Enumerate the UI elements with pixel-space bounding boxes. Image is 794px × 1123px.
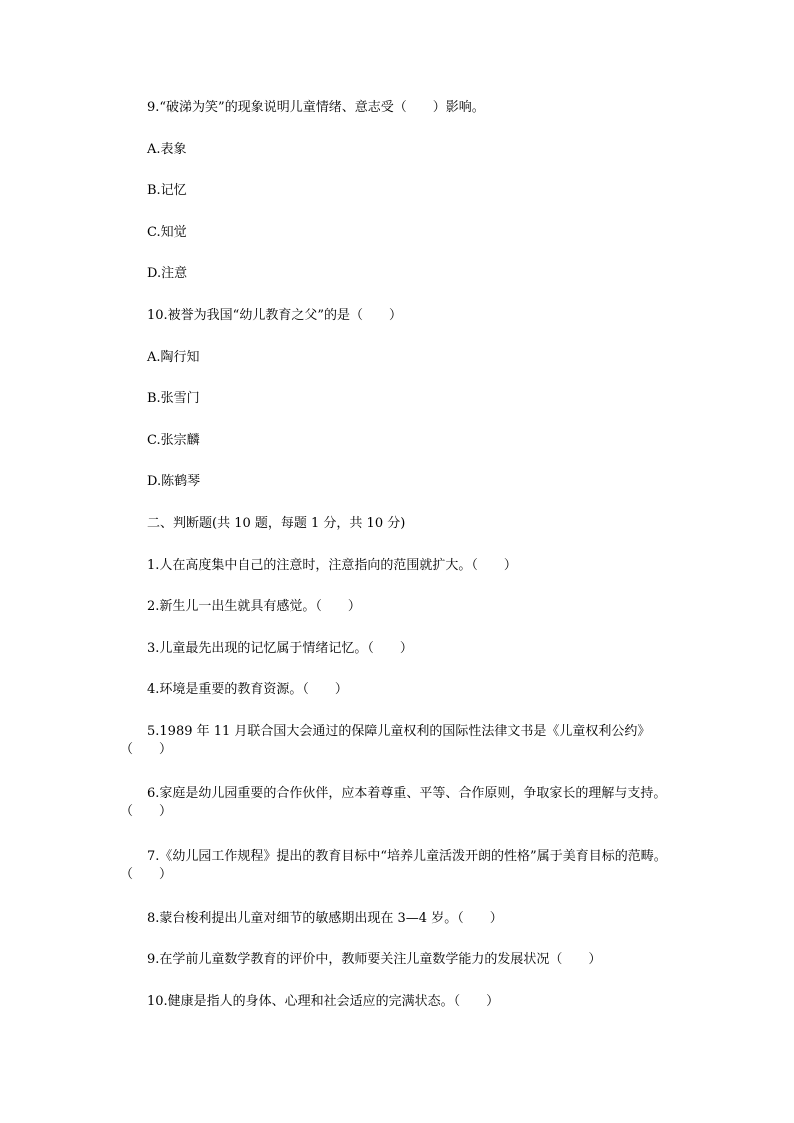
judgment-item-10: 10.健康是指人的身体、心理和社会适应的完满状态。（ ） <box>147 994 500 1009</box>
judgment-item-3: 3.儿童最先出现的记忆属于情绪记忆。（ ） <box>147 641 413 656</box>
judgment-item-5: 5.1989 年 11 月联合国大会通过的保障儿童权利的国际性法律文书是《儿童权利公约》（ ） <box>120 724 651 757</box>
question-10: 10.被誉为我国“幼儿教育之父”的是（ ） <box>147 308 402 323</box>
option-d: D.注意 <box>147 266 188 281</box>
judgment-item-1: 1.人在高度集中自己的注意时，注意指向的范围就扩大。（ ） <box>147 558 517 573</box>
option-d: D.陈鹤琴 <box>147 474 201 489</box>
judgment-item-7: 7.《幼儿园工作规程》提出的教育目标中“培养儿童活泼开朗的性格”属于美育目标的范畴。（ ） <box>120 849 667 882</box>
option-b: B.记忆 <box>147 183 187 198</box>
section-heading: 二、判断题(共 10 题，每题 1 分，共 10 分) <box>147 516 406 531</box>
judgment-item-2: 2.新生儿一出生就具有感觉。（ ） <box>147 599 361 614</box>
question-9: 9.“破涕为笑”的现象说明儿童情绪、意志受（ ）影响。 <box>147 100 485 115</box>
judgment-item-4: 4.环境是重要的教育资源。（ ） <box>147 682 348 697</box>
option-c: C.张宗麟 <box>147 433 200 448</box>
judgment-item-6: 6.家庭是幼儿园重要的合作伙伴，应本着尊重、平等、合作原则，争取家长的理解与支持。（ ） <box>120 786 667 819</box>
option-a: A.陶行知 <box>147 350 200 365</box>
judgment-item-9: 9.在学前儿童数学教育的评价中，教师要关注儿童数学能力的发展状况（ ） <box>147 952 602 967</box>
option-b: B.张雪门 <box>147 391 200 406</box>
option-a: A.表象 <box>147 142 187 157</box>
option-c: C.知觉 <box>147 225 187 240</box>
judgment-item-8: 8.蒙台梭利提出儿童对细节的敏感期出现在 3—4 岁。（ ） <box>147 911 503 926</box>
